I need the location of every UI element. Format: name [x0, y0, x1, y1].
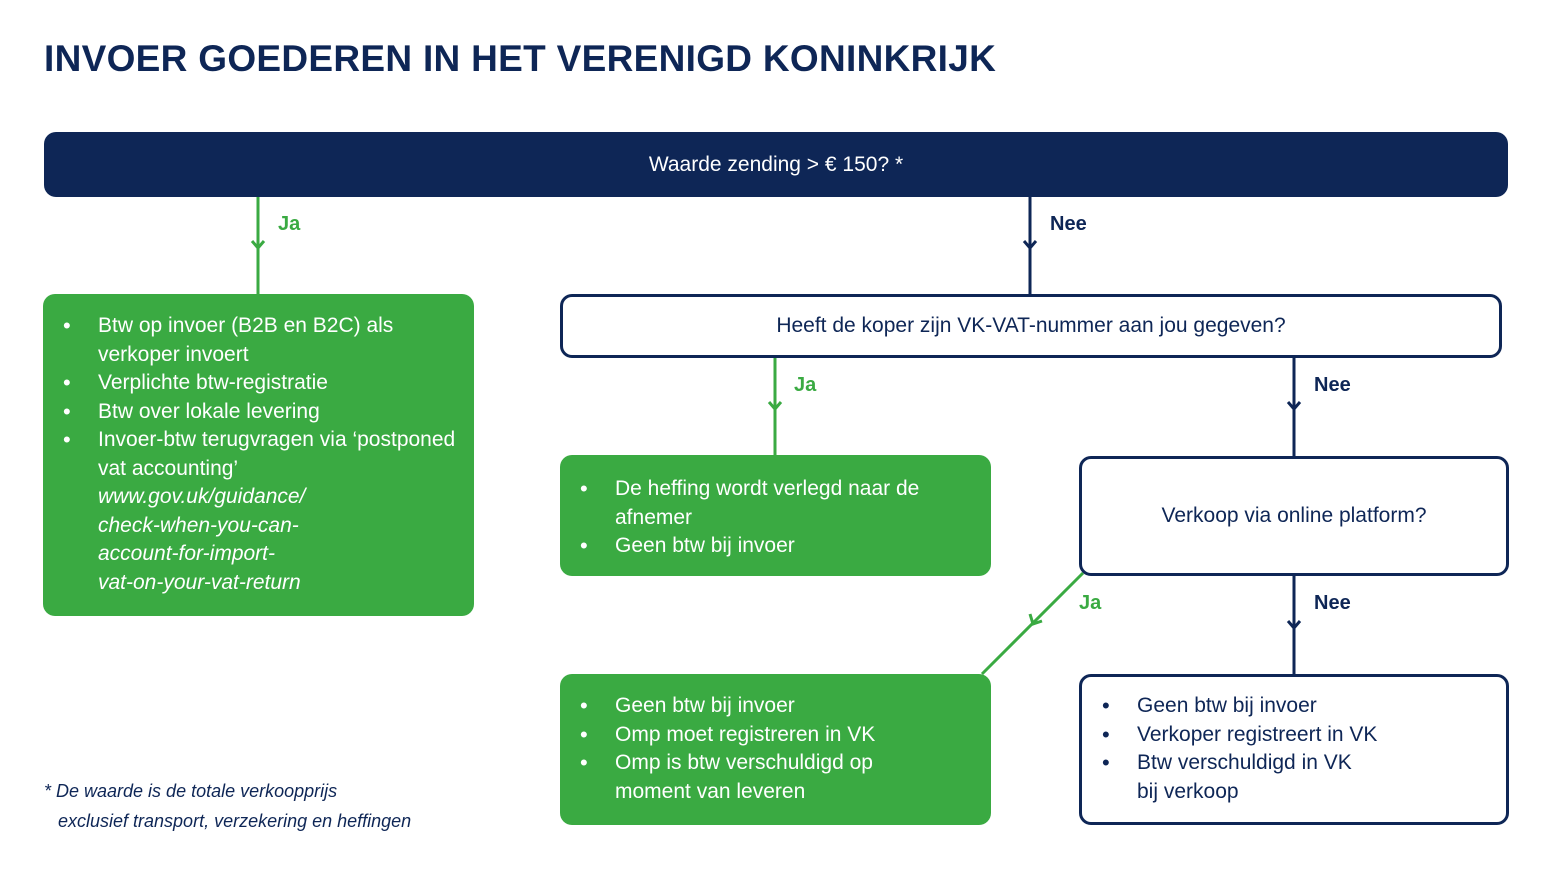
box-seller-result: [1079, 674, 1509, 825]
link-line: check-when-you-can-: [98, 513, 299, 537]
list-item: • Omp moet registreren in VK: [560, 721, 991, 750]
page-title: INVOER GOEDEREN IN HET VERENIGD KONINKRIJK: [44, 38, 997, 79]
list-item: • Btw op invoer (B2B en B2C) als verkoper invoert: [43, 312, 474, 369]
list-item: • Btw verschuldigd in VK bij verkoop: [1082, 749, 1506, 806]
question-online-platform: Verkoop via online platform?: [1079, 456, 1509, 576]
label-nee-1: Nee: [1050, 213, 1087, 235]
list-item: • Verkoper registreert in VK: [1082, 721, 1506, 750]
list-item: • Geen btw bij invoer: [560, 692, 991, 721]
footnote: [44, 776, 411, 836]
gov-uk-link[interactable]: [43, 483, 474, 597]
list-item: • Geen btw bij invoer: [1082, 692, 1506, 721]
question-value-over-150: Waarde zending > € 150? *: [44, 132, 1508, 197]
link-line: vat-on-your-vat-return: [98, 570, 301, 594]
box-high-value-result: [43, 294, 474, 616]
list-item: • Btw over lokale levering: [43, 398, 474, 427]
list-item: • Geen btw bij invoer: [560, 532, 991, 561]
label-ja-2: Ja: [794, 374, 817, 396]
footnote-line-1: * De waarde is de totale verkoopprijs: [44, 781, 338, 801]
list-item: • Invoer-btw terugvragen via ‘postponed vat accounting’: [43, 426, 474, 483]
list-item: • De heffing wordt verlegd naar de afnemer: [560, 475, 991, 532]
footnote-line-2: exclusief transport, verzekering en heffingen: [58, 811, 412, 831]
label-ja-1: Ja: [278, 213, 301, 235]
label-ja-3: Ja: [1079, 592, 1102, 614]
box-platform-result: [560, 674, 991, 825]
label-nee-2: Nee: [1314, 374, 1351, 396]
box-vat-given-result: [560, 455, 991, 576]
question-vat-number-given: Heeft de koper zijn VK-VAT-nummer aan jou gegeven?: [560, 294, 1502, 358]
link-line: account-for-import-: [98, 542, 276, 565]
list-item: • Verplichte btw-registratie: [43, 369, 474, 398]
label-nee-3: Nee: [1314, 592, 1351, 614]
list-item: • Omp is btw verschuldigd op moment van leveren: [560, 749, 991, 806]
link-line: www.gov.uk/guidance/: [98, 485, 306, 508]
